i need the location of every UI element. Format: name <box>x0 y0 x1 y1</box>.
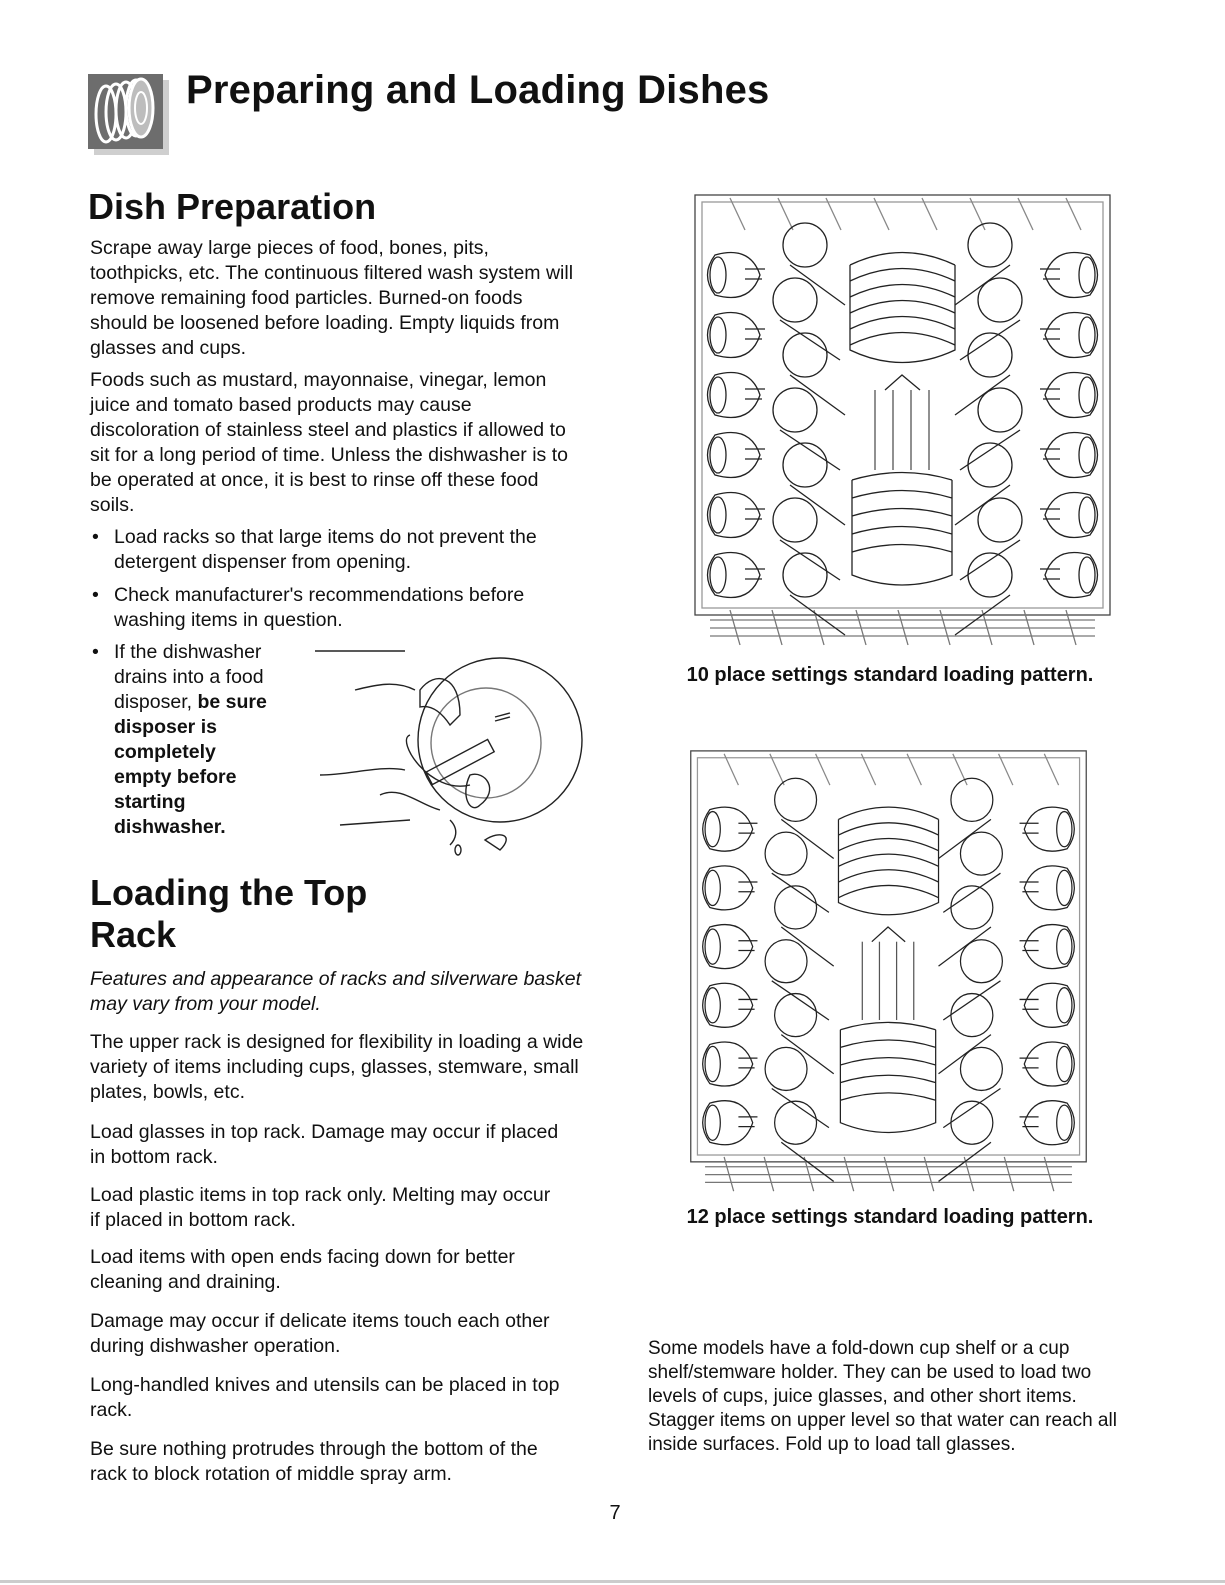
rack-wire <box>922 198 937 230</box>
top-rack-paragraph-2: Load glasses in top rack. Damage may occur if placed in bottom rack. <box>90 1121 559 1168</box>
cup-right <box>1045 253 1098 298</box>
plate-edge <box>838 885 938 897</box>
top-rack-paragraph-1: The upper rack is designed for flexibility in loading a wide variety of items including cups, glasses, stemware, small plates, bowls, etc. <box>90 1031 584 1103</box>
cup-right <box>1024 1042 1074 1086</box>
cup-rim-left <box>710 557 726 593</box>
bowl-edge <box>852 527 952 535</box>
stacked-plates-icon <box>86 72 171 157</box>
rack-wire <box>724 754 738 785</box>
cup-handle-left <box>745 569 765 579</box>
plate-edge <box>838 807 938 819</box>
glass-side <box>960 320 1020 360</box>
scraping-plate-illustration <box>300 645 585 865</box>
cup-right <box>1045 433 1098 478</box>
glass-top <box>783 443 827 487</box>
rack-wire <box>999 754 1013 785</box>
cup-handle-left <box>745 449 765 459</box>
plate-edge <box>850 301 955 314</box>
cup-rim-left <box>705 929 720 964</box>
plate-edge <box>838 838 938 850</box>
cup-handle-right <box>1040 509 1060 519</box>
disposer-bold-7: starting <box>114 791 186 813</box>
cup-rim-left <box>705 870 720 905</box>
top-rack-heading-line-1: Loading the Top <box>90 872 368 913</box>
glass-top <box>765 1047 807 1090</box>
glass-top <box>978 388 1022 432</box>
cup-left <box>708 313 761 358</box>
cup-shelf-paragraph: Some models have a fold-down cup shelf or a cup shelf/stemware holder. They can be used to load two levels of cups, juice glasses, and other short items. Stagger items on upper level so that water can reach all inside surfaces. Fold up to load tall glasses. <box>648 1338 1117 1455</box>
plate-stack-upper <box>838 819 938 914</box>
rack-wire <box>770 754 784 785</box>
cup-left <box>703 1042 753 1086</box>
plate-edge <box>838 854 938 866</box>
glass-side <box>960 430 1020 470</box>
cup-left <box>703 1101 753 1145</box>
cup-rim-right <box>1057 1046 1072 1081</box>
cup-left <box>708 373 761 418</box>
caption-12-place: 12 place settings standard loading pattern. <box>686 1206 1094 1228</box>
cup-handle-right <box>1020 999 1039 1009</box>
cup-handle-left <box>738 999 757 1009</box>
cup-rim-right <box>1079 557 1095 593</box>
glass-top <box>960 940 1002 983</box>
bowl-stack-lower <box>840 1030 935 1133</box>
cup-right <box>1045 313 1098 358</box>
glass-side <box>955 485 1010 525</box>
page-title: Preparing and Loading Dishes <box>186 68 770 112</box>
bullet-dot: • <box>92 526 99 548</box>
cup-rim-right <box>1079 377 1095 413</box>
cup-handle-right <box>1020 882 1039 892</box>
disposer-bold-6: empty before <box>114 766 237 788</box>
cup-right <box>1024 866 1074 910</box>
page-number: 7 <box>609 1502 621 1524</box>
header-icon-box <box>86 72 171 157</box>
glass-top <box>978 278 1022 322</box>
glass-side <box>955 265 1010 305</box>
rack-inner-frame <box>697 758 1079 1155</box>
cup-handle-right <box>1040 269 1060 279</box>
glass-top <box>773 498 817 542</box>
cup-rim-right <box>1079 317 1095 353</box>
cup-handle-left <box>745 389 765 399</box>
cup-rim-left <box>710 317 726 353</box>
cup-handle-left <box>738 1058 757 1068</box>
cup-rim-right <box>1057 812 1072 847</box>
cup-right <box>1045 373 1098 418</box>
disposer-bold-8: dishwasher. <box>114 816 226 838</box>
glass-side <box>955 375 1010 415</box>
cup-left <box>703 866 753 910</box>
rack-wire <box>861 754 875 785</box>
disposer-bold-5: completely <box>114 741 216 763</box>
bowl-stack-lower <box>852 480 952 585</box>
cup-right <box>1024 925 1074 969</box>
cup-handle-left <box>738 823 757 833</box>
cup-handle-right <box>1020 941 1039 951</box>
top-rack-heading-line-2: Rack <box>90 914 177 955</box>
disposer-line-1: If the dishwasher <box>114 641 262 663</box>
cup-left <box>703 983 753 1027</box>
glass-top <box>765 940 807 983</box>
cup-handle-right <box>1040 329 1060 339</box>
cup-handle-right <box>1040 389 1060 399</box>
cup-rim-left <box>710 437 726 473</box>
cup-handle-left <box>738 941 757 951</box>
rack-handle <box>872 927 905 942</box>
glass-side <box>960 540 1020 580</box>
cup-left <box>703 925 753 969</box>
bowl-edge <box>852 509 952 517</box>
dish-prep-paragraph-2: Foods such as mustard, mayonnaise, vinegar, lemon juice and tomato based products may cause discoloration of stainless steel and plastics if allowed to sit for a long period of time. Unless the dishwasher is to be operated at once, it is best to rinse off these food soils. <box>90 369 568 516</box>
glass-top <box>775 1101 817 1144</box>
bowl-edge <box>840 1058 935 1065</box>
top-rack-paragraph-7: Be sure nothing protrudes through the bottom of the rack to block rotation of middle spray arm. <box>90 1438 538 1485</box>
glass-side <box>943 873 1000 912</box>
plate-edge <box>850 269 955 282</box>
rack-wire <box>1018 198 1033 230</box>
glass-side <box>943 981 1000 1020</box>
cup-left <box>708 433 761 478</box>
bowl-edge <box>852 473 952 481</box>
rack-wire <box>816 754 830 785</box>
rack-wire <box>907 754 921 785</box>
rack-wire <box>826 198 841 230</box>
plate-edge <box>850 253 955 266</box>
disposer-line-2: drains into a food <box>114 666 264 688</box>
glass-top <box>773 388 817 432</box>
rack-wire <box>1044 754 1058 785</box>
rack-wire <box>778 198 793 230</box>
glass-top <box>783 223 827 267</box>
bullet-dot: • <box>92 641 99 663</box>
cup-rim-left <box>705 988 720 1023</box>
disposer-bold-4: disposer is <box>114 716 217 738</box>
caption-10-place: 10 place settings standard loading pattern. <box>686 664 1094 686</box>
top-rack-paragraph-3: Load plastic items in top rack only. Melting may occur if placed in bottom rack. <box>90 1184 551 1231</box>
cup-handle-left <box>738 882 757 892</box>
cup-handle-left <box>745 269 765 279</box>
cup-rim-left <box>705 812 720 847</box>
rack-wire <box>730 198 745 230</box>
bowl-edge <box>840 1040 935 1047</box>
cup-left <box>708 253 761 298</box>
disposer-line-3-normal: disposer, <box>114 691 198 713</box>
glass-side <box>939 1035 991 1074</box>
rack-diagram-12-place <box>686 746 1091 1201</box>
cup-rim-right <box>1057 1105 1072 1140</box>
glass-top <box>968 223 1012 267</box>
bullet-item <box>92 583 587 633</box>
cup-handle-left <box>738 1117 757 1127</box>
dish-preparation-heading: Dish Preparation <box>88 186 377 227</box>
rack-diagram-10-place <box>690 190 1115 655</box>
top-rack-paragraph-5: Damage may occur if delicate items touch each other during dishwasher operation. <box>90 1310 550 1357</box>
glass-side <box>939 927 991 966</box>
cup-left <box>708 493 761 538</box>
cup-left <box>703 807 753 851</box>
cup-handle-right <box>1040 449 1060 459</box>
rack-wire <box>1066 198 1081 230</box>
bowl-edge <box>852 491 952 499</box>
plate-edge <box>838 870 938 882</box>
bowl-edge <box>840 1075 935 1082</box>
plate-edge <box>850 333 955 346</box>
bowl-edge <box>852 545 952 553</box>
glass-top <box>783 333 827 377</box>
plate-edge <box>850 317 955 330</box>
plate-edge <box>850 285 955 298</box>
bowl-edge <box>840 1022 935 1029</box>
cup-handle-right <box>1040 569 1060 579</box>
bowl-edge <box>840 1093 935 1100</box>
bottom-rule <box>0 1580 1225 1583</box>
cup-rim-left <box>710 497 726 533</box>
cup-left <box>708 553 761 598</box>
glass-top <box>773 278 817 322</box>
glass-top <box>960 832 1002 875</box>
glass-top <box>951 778 993 821</box>
cup-rim-left <box>710 377 726 413</box>
rack-wire <box>874 198 889 230</box>
cup-rim-right <box>1079 257 1095 293</box>
cup-handle-right <box>1020 1117 1039 1127</box>
glass-top <box>775 778 817 821</box>
bullet-text: Load racks so that large items do not prevent the detergent dispenser from opening. <box>114 526 537 573</box>
glass-top <box>775 886 817 929</box>
cup-rim-right <box>1057 988 1072 1023</box>
cup-rim-right <box>1057 870 1072 905</box>
bullet-text: Check manufacturer's recommendations before washing items in question. <box>114 584 525 631</box>
cup-rim-left <box>710 257 726 293</box>
cup-right <box>1045 553 1098 598</box>
top-rack-paragraph-6: Long-handled knives and utensils can be placed in top rack. <box>90 1374 560 1421</box>
rack-inner-frame <box>702 202 1103 608</box>
glass-side <box>939 819 991 858</box>
glass-top <box>978 498 1022 542</box>
glass-side <box>943 1088 1000 1127</box>
glass-top <box>783 553 827 597</box>
rack-frame <box>695 195 1110 615</box>
cup-right <box>1024 983 1074 1027</box>
cup-right <box>1024 807 1074 851</box>
cup-handle-right <box>1020 823 1039 833</box>
top-rack-note: Features and appearance of racks and silverware basket may vary from your model. <box>90 968 582 1015</box>
disposer-line-3 <box>114 690 312 715</box>
bullet-item <box>92 525 587 575</box>
cup-rim-left <box>705 1046 720 1081</box>
glass-top <box>775 994 817 1037</box>
rack-wire <box>970 198 985 230</box>
glass-top <box>960 1047 1002 1090</box>
disposer-bullet <box>92 640 312 840</box>
glass-top <box>765 832 807 875</box>
rack-frame <box>691 751 1086 1162</box>
bullet-dot: • <box>92 584 99 606</box>
cup-handle-left <box>745 509 765 519</box>
rack-lines <box>691 751 1086 1191</box>
disposer-line-3-bold: be sure <box>197 691 267 713</box>
cup-right <box>1024 1101 1074 1145</box>
cup-right <box>1045 493 1098 538</box>
top-rack-paragraph-4: Load items with open ends facing down for better cleaning and draining. <box>90 1246 515 1293</box>
rack-handle <box>885 375 920 390</box>
plate-edge <box>838 823 938 835</box>
cup-handle-right <box>1020 1058 1039 1068</box>
rack-wire <box>953 754 967 785</box>
cup-handle-left <box>745 329 765 339</box>
cup-rim-right <box>1079 497 1095 533</box>
plate-stack-upper <box>850 265 955 363</box>
cup-rim-right <box>1079 437 1095 473</box>
rack-lines <box>695 195 1110 645</box>
cup-rim-right <box>1057 929 1072 964</box>
dish-prep-paragraph-1: Scrape away large pieces of food, bones, pits, toothpicks, etc. The continuous filtered wash system will remove remaining food particles. Burned-on foods should be loosened before loading. Empty liquids from glasses and cups. <box>90 237 574 359</box>
cup-rim-left <box>705 1105 720 1140</box>
